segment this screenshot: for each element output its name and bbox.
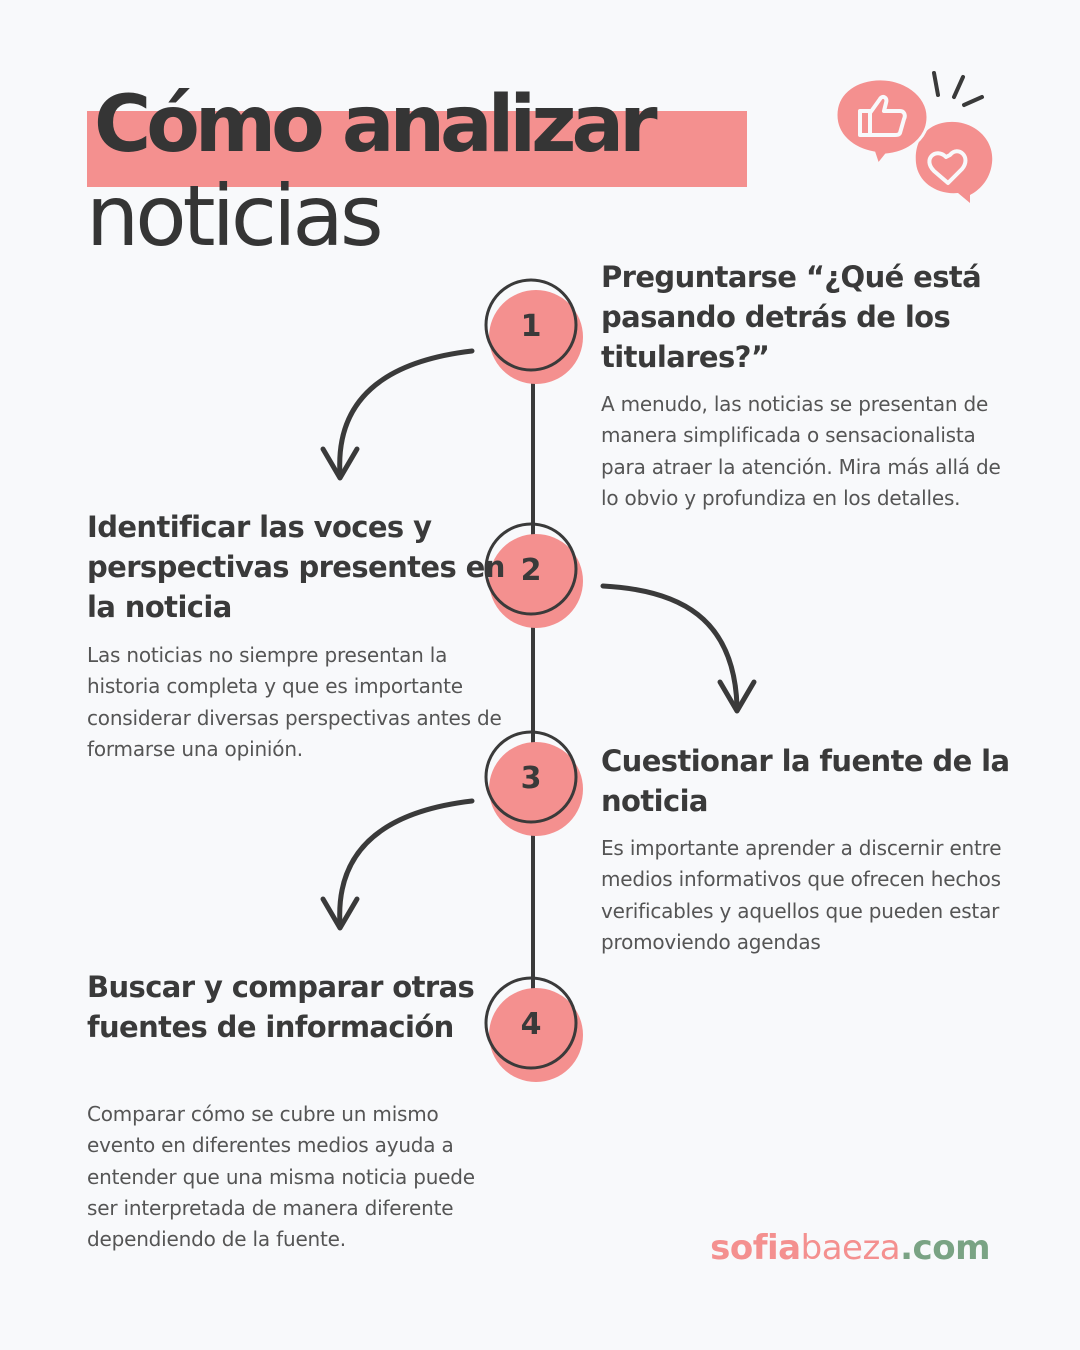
step-2-number: 2 xyxy=(520,553,542,588)
step-4-text: Comparar cómo se cubre un mismo evento en diferentes medios ayuda a entender que una misma noticia puede ser interpretada de manera diferente dependiendo de la fuente. xyxy=(87,1102,475,1252)
brand-part-1: sofia xyxy=(710,1228,801,1268)
step-3-text: Es importante aprender a discernir entre medios informativos que ofrecen hechos verificables y aquellos que pueden estar promoviendo agendas xyxy=(601,836,1002,954)
arrow-icon xyxy=(603,586,754,711)
brand-part-2: baeza xyxy=(800,1228,901,1268)
step-1-marker xyxy=(486,280,583,384)
arrow-icon xyxy=(323,801,472,928)
page-subtitle: noticias xyxy=(86,167,380,265)
arrow-icon xyxy=(323,351,472,478)
step-3-number: 3 xyxy=(520,761,542,796)
step-4-title: Buscar y comparar otras fuentes de información xyxy=(87,970,475,1044)
step-2-title: Identificar las voces y perspectivas presentes en la noticia xyxy=(87,510,505,624)
page-title: Cómo analizar xyxy=(94,80,653,170)
step-2-text: Las noticias no siempre presentan la historia completa y que es importante considerar diversas perspectivas antes de formarse una opinión. xyxy=(87,643,502,761)
brand-part-3: .com xyxy=(900,1228,990,1268)
step-4-number: 4 xyxy=(520,1007,542,1042)
step-1-number: 1 xyxy=(520,309,542,344)
brand-link[interactable] xyxy=(710,1228,990,1268)
step-1-text: A menudo, las noticias se presentan de manera simplificada o sensacionalista para atraer la atención. Mira más allá de lo obvio y profundiza en los detalles. xyxy=(601,392,1001,510)
step-3-title: Cuestionar la fuente de la noticia xyxy=(601,744,1010,818)
step-1-title: Preguntarse “¿Qué está pasando detrás de los titulares?” xyxy=(601,260,982,374)
